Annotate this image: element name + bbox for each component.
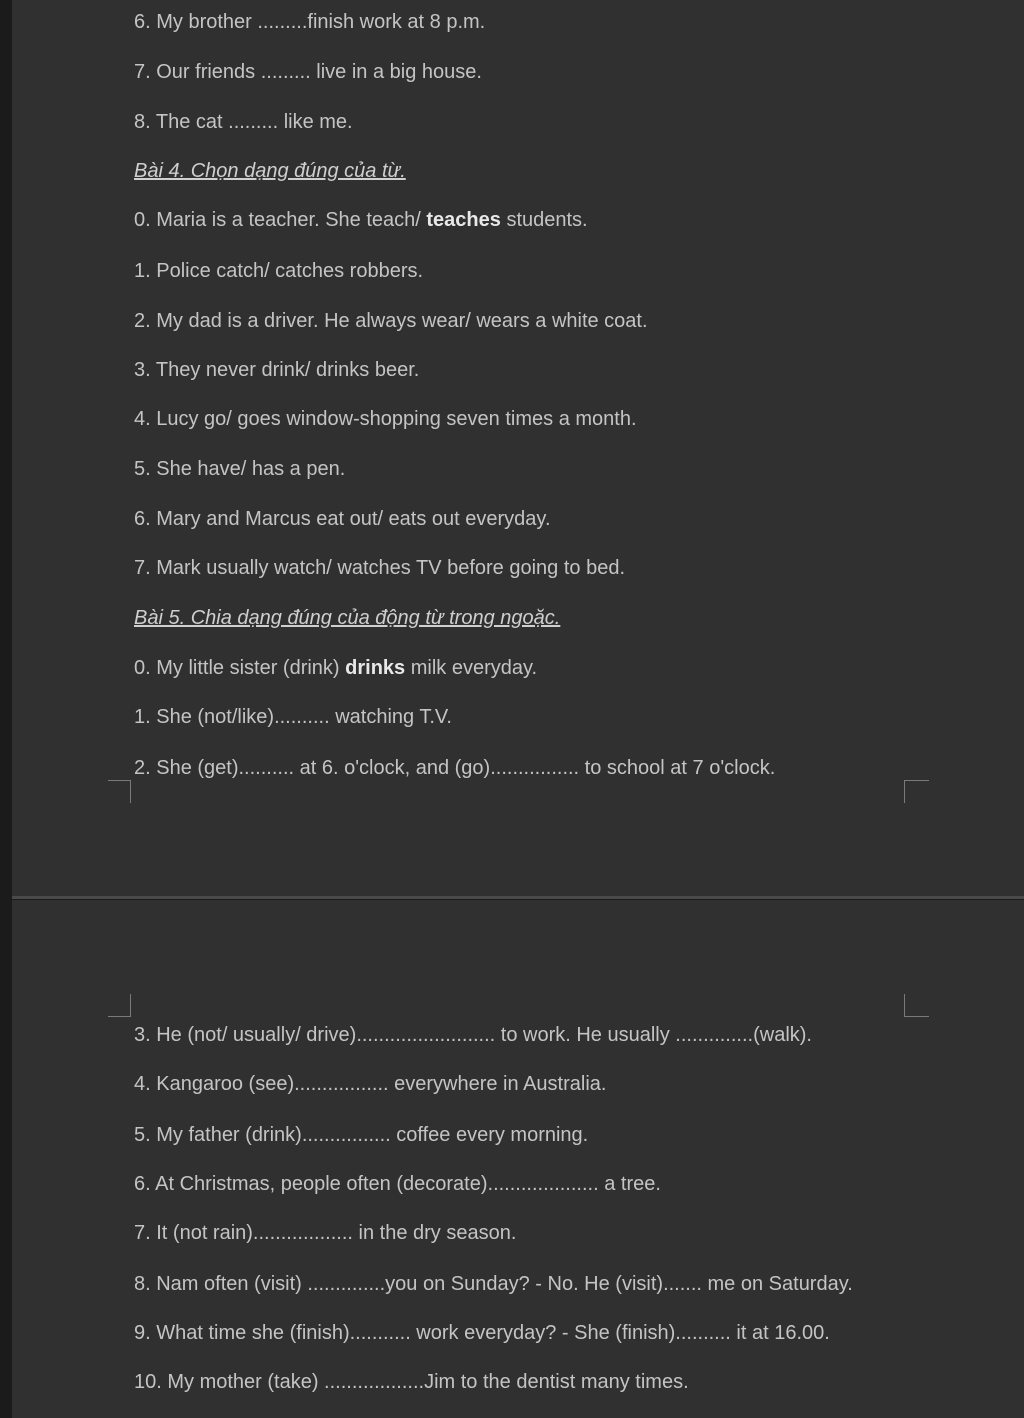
exercise-4-heading: Bài 4. Chọn dạng đúng của từ. [134, 160, 406, 182]
text-line: 7. Our friends ......... live in a big house. [134, 61, 482, 83]
text-line: 6. At Christmas, people often (decorate).................... a tree. [134, 1173, 661, 1195]
text-line: 7. Mark usually watch/ watches TV before going to bed. [134, 557, 626, 579]
text-line: 3. He (not/ usually/ drive)......................... to work. He usually ..............(walk). [134, 1024, 812, 1046]
text-line: 5. My father (drink)................ coffee every morning. [134, 1124, 589, 1146]
margin-corner-mark [904, 994, 929, 1017]
exercise-5-heading: Bài 5. Chia dạng đúng của động từ trong ngoặc. [134, 607, 561, 629]
page-separator [12, 896, 1024, 899]
example-line: 0. My little sister (drink) drinks milk everyday. [134, 657, 538, 679]
text-line: 6. Mary and Marcus eat out/ eats out everyday. [134, 508, 551, 530]
margin-corner-mark [904, 780, 929, 803]
text-line: 1. She (not/like).......... watching T.V. [134, 706, 452, 728]
text-line: 2. My dad is a driver. He always wear/ wears a white coat. [134, 310, 648, 332]
text-line: 4. Lucy go/ goes window-shopping seven times a month. [134, 408, 637, 430]
text-line: 9. What time she (finish)........... work everyday? - She (finish).......... it at 16.00. [134, 1322, 830, 1344]
text-line: 5. She have/ has a pen. [134, 458, 346, 480]
text-line: 6. My brother .........finish work at 8 p.m. [134, 11, 486, 33]
margin-corner-mark [108, 780, 131, 803]
text-line: 7. It (not rain).................. in the dry season. [134, 1222, 517, 1244]
example-line: 0. Maria is a teacher. She teach/ teaches students. [134, 209, 588, 231]
text-line: 2. She (get).......... at 6. o'clock, and (go)................ to school at 7 o'clock. [134, 757, 776, 779]
margin-corner-mark [108, 994, 131, 1017]
text-line: 10. My mother (take) ..................Jim to the dentist many times. [134, 1371, 689, 1393]
text-line: 1. Police catch/ catches robbers. [134, 260, 424, 282]
text-line: 4. Kangaroo (see)................. everywhere in Australia. [134, 1073, 607, 1095]
text-line: 8. Nam often (visit) ..............you on Sunday? - No. He (visit)....... me on Saturday. [134, 1273, 853, 1295]
text-line: 8. The cat ......... like me. [134, 111, 353, 133]
text-line: 3. They never drink/ drinks beer. [134, 359, 420, 381]
